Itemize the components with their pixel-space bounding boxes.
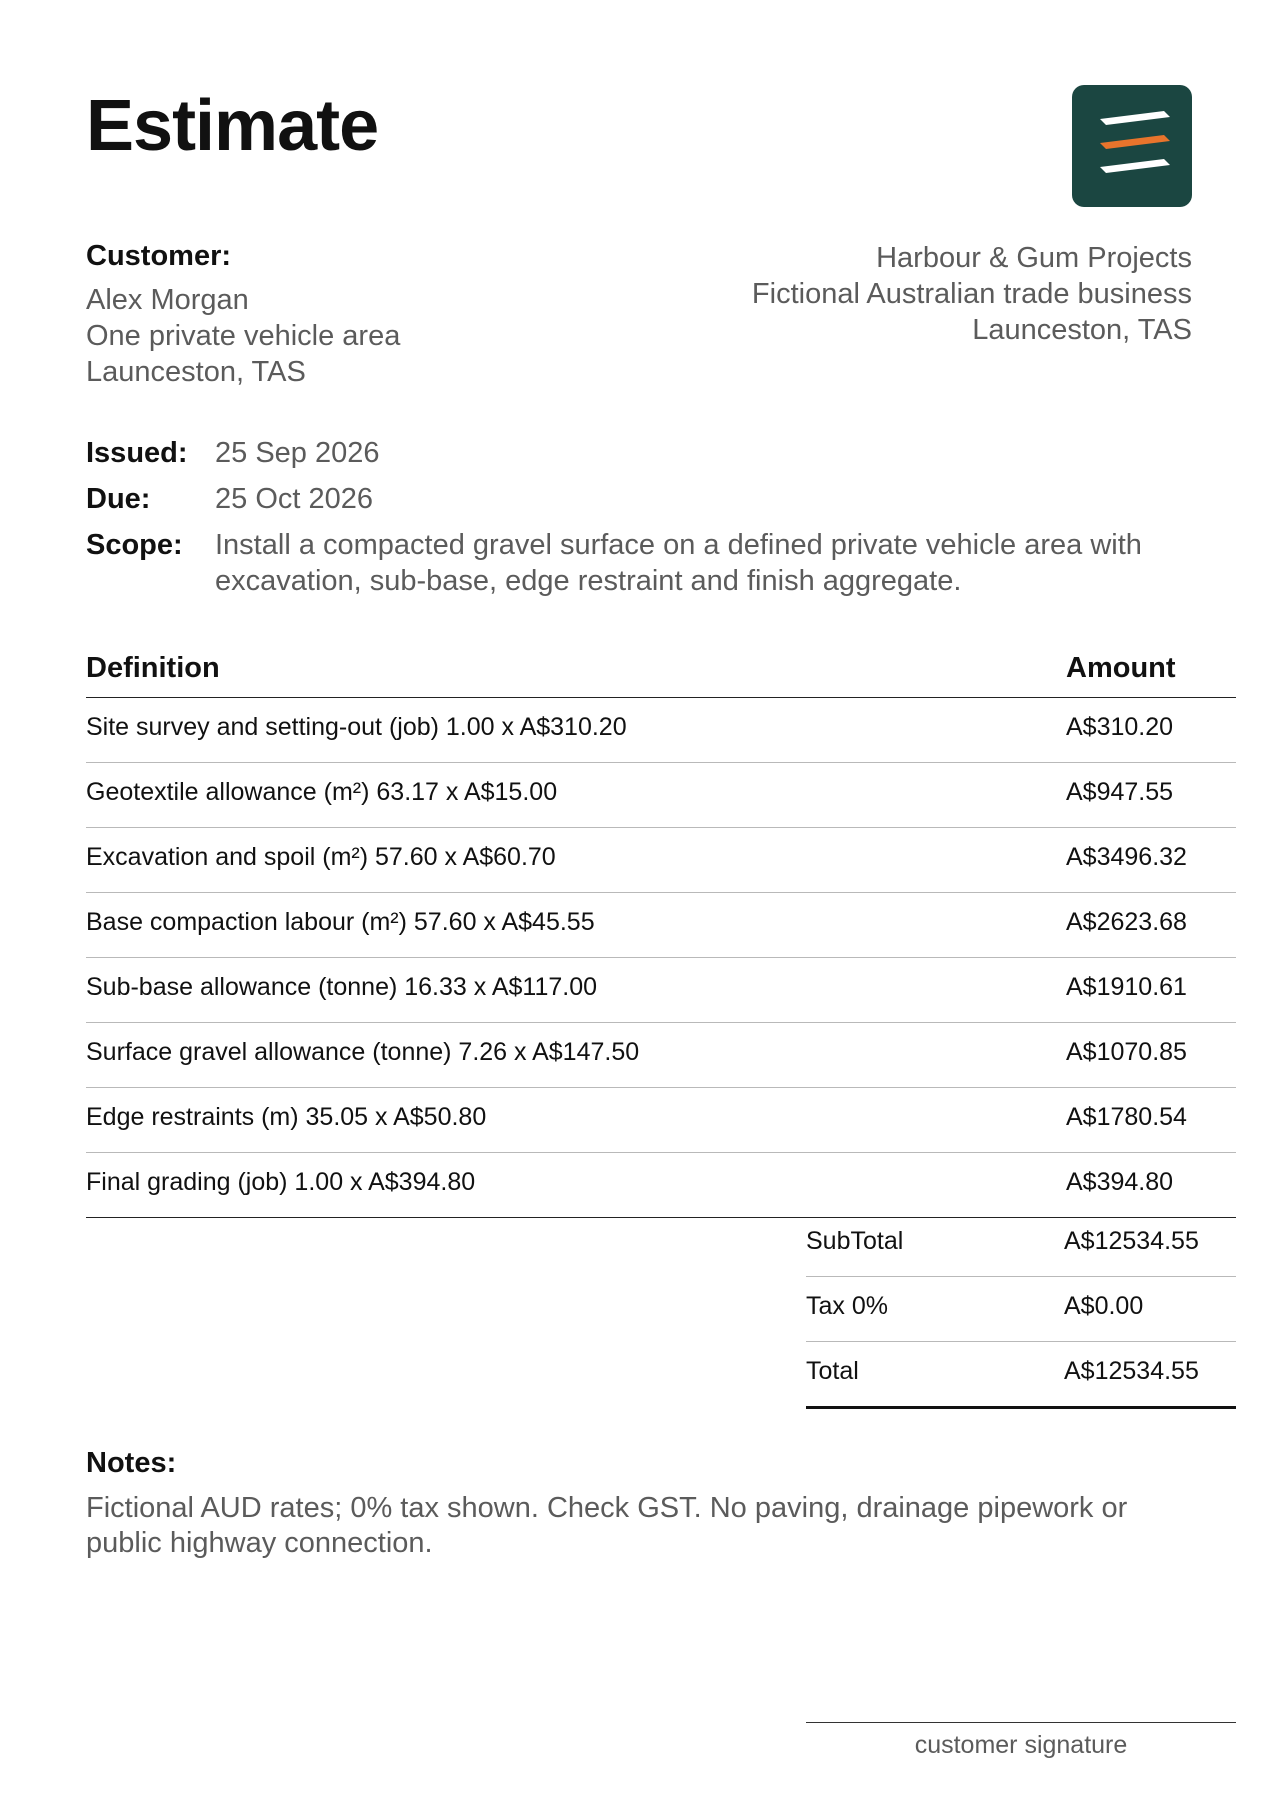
signature-label: customer signature xyxy=(914,1731,1128,1759)
amount-header: Amount xyxy=(1066,652,1176,684)
page-title: Estimate xyxy=(86,86,379,166)
tax-value: A$0.00 xyxy=(1064,1291,1144,1320)
notes-text: Fictional AUD rates; 0% tax shown. Check GST. No paving, drainage pipework or public highway connection. xyxy=(86,1492,1128,1559)
tax-row xyxy=(806,1277,1236,1342)
row-definition: Edge restraints (m) 35.05 x A$50.80 xyxy=(86,1102,487,1131)
subtotal-value: A$12534.55 xyxy=(1064,1226,1199,1255)
issued-label: Issued: xyxy=(86,437,188,469)
row-amount: A$3496.32 xyxy=(1066,842,1187,871)
row-amount: A$2623.68 xyxy=(1066,907,1187,936)
business-city: Launceston, TAS xyxy=(972,314,1192,346)
scope-text: Install a compacted gravel surface on a defined private vehicle area with excavation, sub-base, edge restraint and finish aggregate. xyxy=(215,529,1142,597)
table-row xyxy=(86,828,1236,893)
row-definition: Base compaction labour (m²) 57.60 x A$45.55 xyxy=(86,907,595,936)
row-definition: Excavation and spoil (m²) 57.60 x A$60.70 xyxy=(86,842,556,871)
row-amount: A$310.20 xyxy=(1066,712,1174,741)
customer-name: Alex Morgan xyxy=(86,284,249,316)
table-row xyxy=(86,1088,1236,1153)
table-row xyxy=(86,958,1236,1023)
definition-header: Definition xyxy=(86,652,220,684)
customer-address: One private vehicle area xyxy=(86,320,401,352)
business-block xyxy=(752,240,1192,348)
business-description: Fictional Australian trade business xyxy=(751,278,1192,310)
table-row xyxy=(86,893,1236,958)
table-row xyxy=(86,1153,1236,1218)
due-label: Due: xyxy=(86,483,151,515)
row-amount: A$1910.61 xyxy=(1066,972,1187,1001)
customer-city: Launceston, TAS xyxy=(86,356,306,388)
table-body xyxy=(86,698,1236,1218)
table-row xyxy=(86,1023,1236,1088)
customer-label: Customer: xyxy=(86,240,232,272)
company-logo-icon xyxy=(1072,85,1192,207)
row-definition: Site survey and setting-out (job) 1.00 x A$310.20 xyxy=(86,712,627,741)
table-row xyxy=(86,763,1236,828)
issued-date: 25 Sep 2026 xyxy=(215,437,380,469)
issued-row xyxy=(86,435,1216,471)
row-amount: A$1780.54 xyxy=(1066,1102,1187,1131)
total-label: Total xyxy=(806,1356,859,1385)
notes-label: Notes: xyxy=(86,1447,177,1479)
business-name: Harbour & Gum Projects xyxy=(876,242,1192,274)
due-row xyxy=(86,481,1216,517)
estimate-meta xyxy=(86,435,1216,609)
subtotal-row xyxy=(806,1212,1236,1277)
scope-row xyxy=(86,527,1216,599)
scope-label: Scope: xyxy=(86,529,183,561)
row-amount: A$947.55 xyxy=(1066,777,1174,806)
signature-line xyxy=(806,1722,1236,1760)
line-items-table xyxy=(86,650,1236,1218)
table-row xyxy=(86,698,1236,763)
row-definition: Surface gravel allowance (tonne) 7.26 x A$147.50 xyxy=(86,1037,640,1066)
subtotal-label: SubTotal xyxy=(806,1226,904,1255)
totals-block xyxy=(806,1212,1236,1409)
row-amount: A$394.80 xyxy=(1066,1167,1174,1196)
tax-label: Tax 0% xyxy=(806,1291,888,1320)
notes-section xyxy=(86,1445,1206,1561)
row-amount: A$1070.85 xyxy=(1066,1037,1187,1066)
total-value: A$12534.55 xyxy=(1064,1356,1199,1385)
total-row xyxy=(806,1342,1236,1409)
row-definition: Geotextile allowance (m²) 63.17 x A$15.00 xyxy=(86,777,558,806)
due-date: 25 Oct 2026 xyxy=(215,483,373,515)
customer-block xyxy=(86,238,400,390)
row-definition: Sub-base allowance (tonne) 16.33 x A$117.00 xyxy=(86,972,598,1001)
layered-stripes-logo-icon xyxy=(1072,85,1192,207)
table-header xyxy=(86,650,1236,698)
row-definition: Final grading (job) 1.00 x A$394.80 xyxy=(86,1167,476,1196)
